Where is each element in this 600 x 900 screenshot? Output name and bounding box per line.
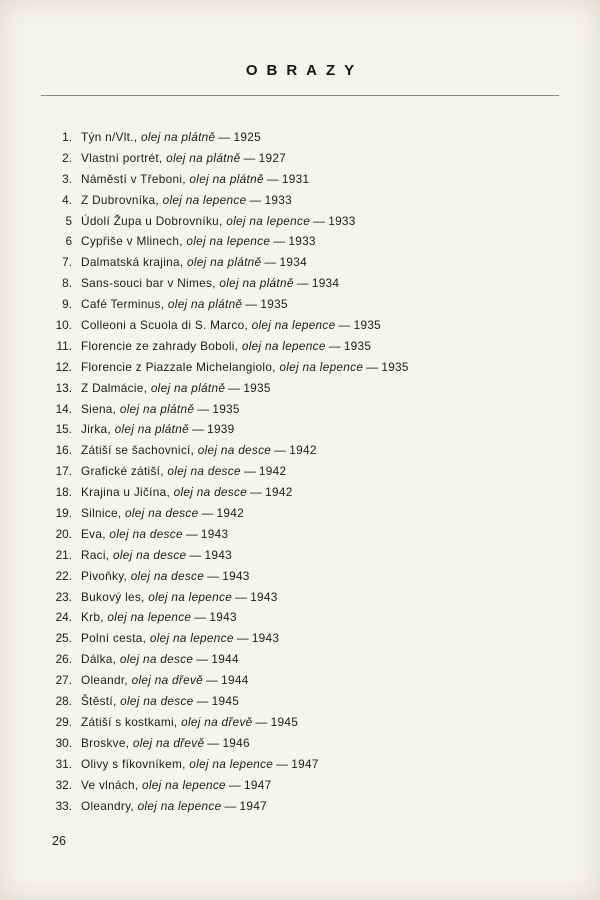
item-year: 1935 (260, 297, 288, 312)
list-item (0, 652, 600, 673)
item-title: Silnice, (81, 506, 122, 521)
item-title: Krajina u Jičína, (81, 485, 171, 500)
item-number: 23. (55, 589, 72, 604)
item-number: 17. (55, 464, 72, 479)
item-text (81, 443, 317, 457)
item-number: 28. (55, 694, 72, 709)
item-title: Raci, (81, 547, 110, 562)
dash: — (185, 526, 198, 541)
list-item (0, 193, 600, 214)
item-text (81, 527, 228, 541)
item-medium: olej na desce (197, 443, 272, 458)
item-title: Ve vlnách, (81, 777, 139, 792)
item-text (81, 422, 235, 436)
item-medium: olej na lepence (226, 213, 311, 228)
item-year: 1925 (233, 130, 261, 144)
item-year: 1935 (353, 318, 382, 333)
item-title: Bukový les, (81, 589, 145, 604)
item-number: 21. (55, 547, 72, 562)
dash: — (191, 422, 205, 437)
item-number: 6 (65, 234, 72, 249)
item-year: 1947 (291, 756, 319, 771)
item-year: 1935 (343, 338, 372, 353)
dash: — (207, 568, 220, 583)
item-number: 15. (55, 422, 72, 437)
dash: — (196, 694, 209, 709)
item-number: 32. (55, 777, 72, 792)
item-medium: olej na lepence (107, 610, 192, 625)
item-text (81, 402, 240, 416)
item-title: Grafické zátiší, (81, 464, 164, 479)
dash: — (201, 506, 214, 521)
list-item (0, 673, 600, 694)
list-item (0, 590, 600, 611)
item-number: 7. (62, 255, 72, 270)
item-year: 1943 (250, 589, 278, 604)
item-medium: olej na lepence (162, 192, 247, 207)
item-number: 27. (55, 673, 72, 688)
list-item (0, 422, 600, 443)
item-text (81, 172, 309, 186)
dash: — (243, 464, 256, 479)
item-year: 1939 (207, 422, 235, 437)
list-item (0, 234, 600, 255)
list-item (0, 485, 600, 506)
item-number: 1. (62, 130, 72, 144)
item-text (81, 464, 286, 478)
item-text (81, 610, 237, 624)
item-title: Z Dalmácie, (81, 380, 148, 395)
list-item (0, 255, 600, 276)
item-text (81, 778, 271, 792)
list-item (0, 297, 600, 318)
list-item (0, 443, 600, 464)
list-item (0, 339, 600, 360)
page-title: OBRAZY (245, 62, 364, 79)
item-number: 16. (55, 443, 72, 458)
dash: — (207, 735, 220, 750)
dash: — (228, 777, 241, 792)
item-title: Colleoni a Scuola di S. Marco, (81, 318, 249, 333)
item-medium: olej na desce (125, 506, 199, 521)
list-item (0, 318, 600, 339)
item-title: Náměstí v Třeboni, (81, 171, 186, 186)
dash: — (249, 192, 262, 207)
item-number: 12. (55, 359, 72, 374)
item-title: Florencie z Piazzale Michelangiolo, (81, 359, 276, 374)
dash: — (366, 359, 379, 374)
item-medium: olej na dřevě (132, 735, 205, 750)
list-item (0, 736, 600, 757)
dash: — (236, 631, 249, 646)
item-medium: olej na plátně (114, 422, 189, 437)
item-number: 22. (55, 568, 72, 583)
item-title: Z Dubrovníka, (81, 192, 159, 207)
item-text (81, 339, 371, 353)
item-year: 1943 (251, 631, 280, 646)
dash: — (273, 234, 286, 249)
item-text (81, 631, 279, 645)
item-medium: olej na desce (120, 694, 194, 709)
item-title: Jirka, (81, 422, 111, 437)
item-medium: olej na plátně (150, 380, 226, 395)
item-medium: olej na desce (112, 547, 187, 562)
list-item (0, 151, 600, 172)
item-medium: olej na plátně (187, 255, 262, 270)
item-title: Dálka, (81, 652, 117, 667)
item-title: Vlastní portrét, (81, 150, 163, 165)
item-year: 1933 (328, 213, 356, 228)
dash: — (196, 652, 209, 667)
item-year: 1945 (211, 694, 240, 709)
dash: — (338, 318, 351, 333)
item-number: 29. (55, 714, 72, 729)
item-number: 3. (62, 171, 72, 186)
list-item (0, 214, 600, 235)
item-medium: olej na lepence (149, 631, 234, 646)
item-year: 1942 (258, 464, 287, 479)
item-medium: olej na lepence (241, 338, 326, 353)
dash: — (245, 297, 258, 312)
item-medium: olej na lepence (186, 234, 271, 249)
item-medium: olej na plátně (119, 401, 195, 416)
item-medium: olej na lepence (189, 756, 274, 771)
item-year: 1944 (221, 673, 249, 688)
item-text (81, 694, 239, 708)
item-title: Zátiší se šachovnicí, (81, 443, 195, 458)
item-year: 1927 (258, 150, 287, 165)
item-number: 9. (62, 297, 72, 312)
item-year: 1943 (204, 547, 232, 562)
item-text (81, 234, 316, 248)
item-number: 5 (65, 213, 72, 228)
item-number: 26. (55, 652, 72, 667)
item-year: 1934 (311, 276, 340, 291)
item-year: 1931 (281, 171, 310, 186)
item-medium: olej na plátně (166, 150, 241, 165)
item-medium: olej na lepence (279, 359, 364, 374)
list-item (0, 130, 600, 151)
item-medium: olej na desce (130, 568, 205, 583)
item-year: 1935 (243, 380, 271, 395)
dash: — (328, 338, 341, 353)
item-title: Polní cesta, (81, 631, 147, 646)
item-title: Štěstí, (81, 694, 117, 709)
item-title: Oleandry, (81, 798, 134, 813)
item-title: Krb, (81, 610, 104, 625)
list-item (0, 548, 600, 569)
item-medium: olej na lepence (251, 318, 336, 333)
dash: — (224, 798, 237, 813)
dash: — (296, 276, 309, 291)
list-item (0, 276, 600, 297)
item-number: 33. (55, 798, 72, 813)
item-medium: olej na plátně (219, 276, 294, 291)
item-text (81, 652, 239, 666)
item-year: 1943 (209, 610, 237, 625)
item-year: 1947 (244, 777, 272, 792)
list-item (0, 506, 600, 527)
dash: — (264, 255, 277, 270)
list-item (0, 631, 600, 652)
item-number: 19. (55, 506, 72, 521)
item-medium: olej na desce (167, 464, 241, 479)
item-text (81, 715, 298, 729)
item-text (81, 673, 249, 687)
item-medium: olej na desce (119, 652, 194, 667)
item-text (81, 757, 319, 771)
item-number: 4. (62, 192, 72, 207)
list-item (0, 527, 600, 548)
item-text (81, 485, 293, 499)
item-number: 13. (55, 380, 72, 395)
item-text (81, 130, 261, 144)
item-year: 1943 (222, 568, 250, 583)
item-medium: olej na lepence (137, 798, 222, 813)
item-year: 1944 (211, 652, 239, 667)
item-year: 1947 (239, 798, 267, 813)
item-medium: olej na desce (173, 485, 248, 500)
item-number: 8. (62, 276, 72, 291)
item-title: Café Terminus, (81, 297, 165, 312)
item-text (81, 276, 339, 290)
dash: — (189, 547, 202, 562)
item-number: 14. (55, 401, 72, 416)
item-text (81, 255, 307, 269)
item-number: 25. (55, 631, 72, 646)
item-year: 1934 (279, 255, 307, 270)
dash: — (276, 756, 289, 771)
item-title: Eva, (81, 526, 106, 541)
item-number: 2. (62, 150, 72, 165)
item-medium: olej na lepence (148, 589, 233, 604)
dash: — (243, 150, 256, 165)
item-title: Broskve, (81, 735, 130, 750)
item-medium: olej na plátně (189, 171, 264, 186)
list-item (0, 610, 600, 631)
item-title: Oleandr, (81, 673, 128, 688)
item-year: 1942 (265, 485, 293, 500)
item-text (81, 318, 381, 332)
item-year: 1942 (216, 506, 244, 521)
item-text (81, 193, 292, 207)
item-number: 11. (56, 338, 72, 353)
item-year: 1942 (289, 443, 317, 458)
dash: — (228, 380, 241, 395)
item-year: 1935 (212, 401, 240, 416)
item-title: Pivoňky, (81, 568, 128, 583)
dash: — (274, 443, 287, 458)
item-year: 1933 (288, 234, 316, 249)
list-item (0, 757, 600, 778)
item-number: 18. (55, 485, 72, 500)
item-title: Siena, (81, 401, 117, 416)
horizontal-rule (41, 95, 559, 96)
item-year: 1946 (222, 735, 250, 750)
item-text (81, 548, 232, 562)
list-item (0, 569, 600, 590)
item-title: Florencie ze zahrady Boboli, (81, 338, 239, 353)
item-title: Cypřiše v Mlinech, (81, 234, 183, 249)
item-text (81, 360, 409, 374)
item-title: Dalmatská krajina, (81, 255, 184, 270)
item-number: 20. (55, 526, 72, 541)
dash: — (197, 401, 210, 416)
list-item (0, 778, 600, 799)
list-item (0, 799, 600, 820)
item-medium: olej na plátně (140, 130, 216, 144)
item-number: 31. (55, 756, 72, 771)
dash: — (194, 610, 207, 625)
dash: — (313, 213, 326, 228)
list-item (0, 360, 600, 381)
list-item (0, 381, 600, 402)
list-item (0, 715, 600, 736)
item-medium: olej na dřevě (131, 673, 204, 688)
dash: — (235, 589, 248, 604)
list-item (0, 402, 600, 423)
list-item (0, 464, 600, 485)
item-year: 1945 (270, 714, 299, 729)
item-title: Olivy s fíkovníkem, (81, 756, 186, 771)
item-text (81, 506, 244, 520)
item-text (81, 736, 250, 750)
item-medium: olej na lepence (142, 777, 226, 792)
item-number: 10. (55, 318, 72, 333)
item-title: Sans-souci bar v Nimes, (81, 276, 216, 291)
dash: — (266, 171, 279, 186)
item-title: Zátiší s kostkami, (81, 714, 178, 729)
item-text (81, 151, 286, 165)
item-text (81, 799, 267, 813)
item-number: 24. (55, 610, 72, 625)
item-year: 1943 (200, 526, 229, 541)
item-medium: olej na dřevě (181, 714, 253, 729)
item-medium: olej na plátně (167, 297, 243, 312)
dash: — (255, 714, 268, 729)
item-medium: olej na desce (109, 526, 183, 541)
page-number: 26 (52, 834, 66, 848)
item-title: Týn n/Vlt., (81, 130, 138, 144)
list-item (0, 694, 600, 715)
item-text (81, 381, 271, 395)
list-item (0, 172, 600, 193)
dash: — (206, 673, 219, 688)
item-text (81, 569, 250, 583)
item-number: 30. (55, 735, 72, 750)
dash: — (218, 130, 231, 144)
item-text (81, 590, 278, 604)
item-year: 1933 (264, 192, 293, 207)
item-text (81, 214, 356, 228)
painting-list (0, 130, 600, 819)
item-text (81, 297, 288, 311)
dash: — (250, 485, 263, 500)
item-year: 1935 (381, 359, 409, 374)
item-title: Údolí Župa u Dobrovníku, (81, 213, 223, 228)
